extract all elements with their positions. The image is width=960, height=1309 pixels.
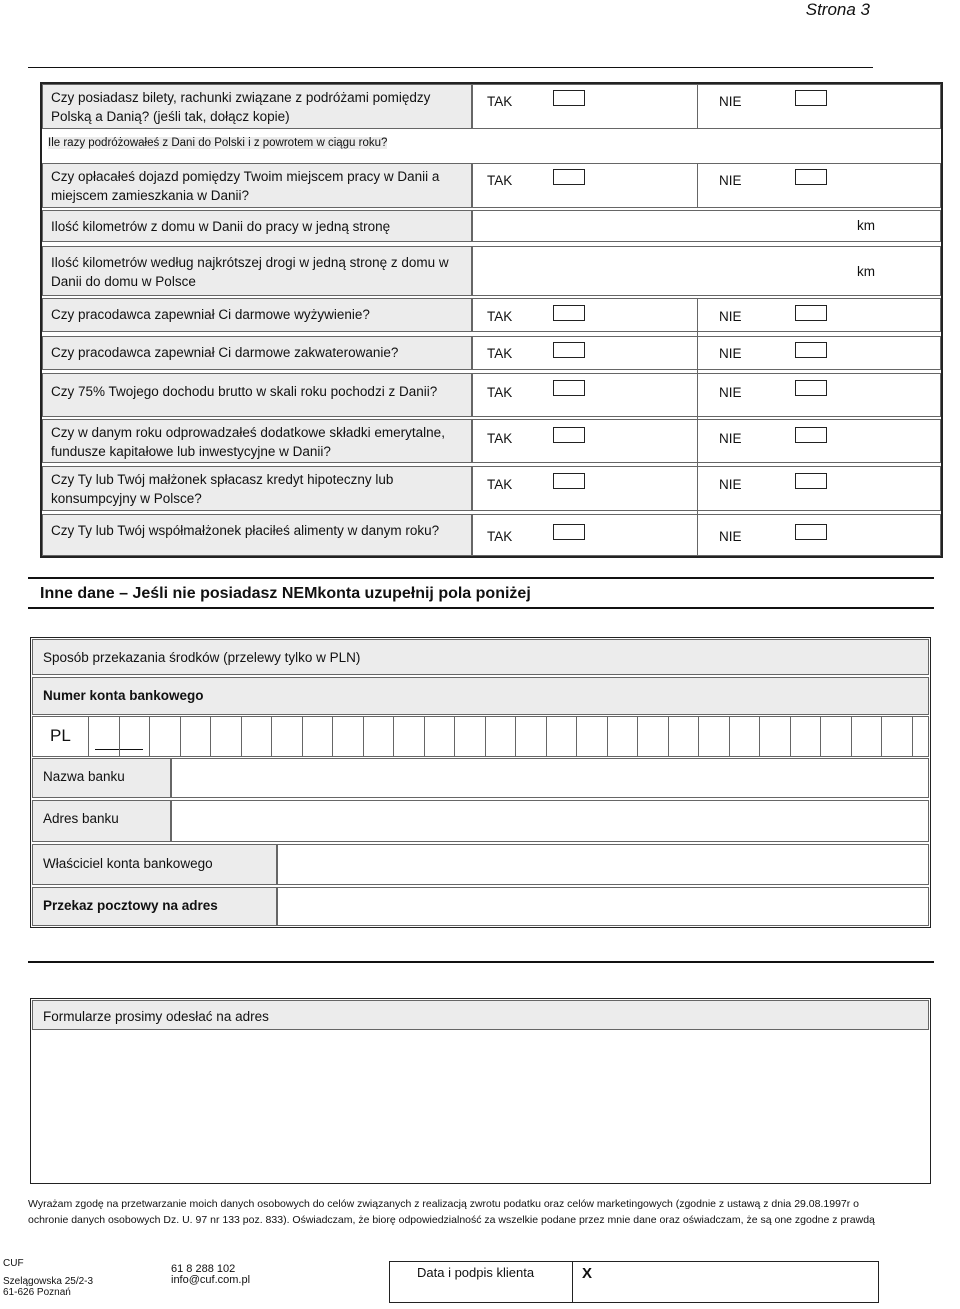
no-label: NIE [719,385,742,400]
no-label: NIE [719,94,742,109]
yes-label: TAK [487,431,513,446]
km-unit: km [857,218,875,233]
question-commute-paid: Czy opłacałeś dojazd pomiędzy Twoim miejscem pracy w Danii a miejscem zamieszkania w Danii? [42,163,472,208]
answer-cell [472,336,941,370]
account-digit-cell[interactable] [759,716,790,756]
question-km-home: Ilość kilometrów według najkrótszej drogi w jedną stronę z domu w Danii do domu w Polsce [42,246,472,296]
column-divider [697,298,698,556]
no-checkbox[interactable] [795,169,827,185]
top-rule [28,67,873,68]
country-prefix: PL [50,726,71,745]
company-email[interactable]: info@cuf.com.pl [171,1274,251,1286]
no-checkbox[interactable] [795,90,827,106]
section-title: Inne dane – Jeśli nie posiadasz NEMkonta uzupełnij pola poniżej [40,585,531,602]
return-address-label: Formularze prosimy odesłać na adres [32,1000,929,1030]
account-digit-cell[interactable] [790,716,821,756]
yes-label: TAK [487,309,513,324]
yes-checkbox[interactable] [553,342,585,358]
account-digit-cell[interactable] [332,716,363,756]
account-digit-cell[interactable] [820,716,851,756]
no-checkbox[interactable] [795,427,827,443]
yes-label: TAK [487,346,513,361]
account-digit-cell[interactable] [302,716,333,756]
answer-cell [472,419,941,463]
account-number-label: Numer konta bankowego [32,677,929,715]
consent-text: Wyrażam zgodę na przetwarzanie moich danych osobowych do celów związanych z realizacją zwrotu podatku oraz celów marketingowych (zgodnie z ustawą z dnia 29.08.1997r o ochronie danych osobowych Dz. U. 97 nr 133 poz. 833). Oświadczam, że biorę odpowiedzialność za wszelkie podane przez mnie dane oraz oświadczam, że są one zgodne z prawdą [28,1198,875,1226]
return-address-input[interactable] [32,1030,929,1182]
no-label: NIE [719,309,742,324]
km-unit: km [857,264,875,279]
answer-cell [472,84,941,129]
no-checkbox[interactable] [795,524,827,540]
company-name: CUF [3,1258,24,1269]
no-label: NIE [719,173,742,188]
answer-cell [472,514,941,556]
question-housing: Czy pracodawca zapewniał Ci darmowe zakwaterowanie? [42,336,472,370]
yes-checkbox[interactable] [553,90,585,106]
account-owner-input[interactable] [277,844,929,885]
account-digit-cell[interactable] [515,716,546,756]
signature-mark: X [582,1265,593,1282]
question-tickets: Czy posiadasz bilety, rachunki związane z podróżami pomiędzy Polską a Danią? (jeśli tak, dołącz kopie) [42,84,472,129]
answer-cell [472,298,941,332]
question-km-work: Ilość kilometrów z domu w Danii do pracy w jedną stronę [42,210,472,242]
company-street: Szelągowska 25/2-3 [3,1276,94,1287]
transfer-method-label: Sposób przekazania środków (przelewy tylko w PLN) [32,639,929,675]
account-digit-cell[interactable] [698,716,729,756]
return-section-rule [28,961,934,963]
bank-name-input[interactable] [171,758,929,798]
yes-checkbox[interactable] [553,380,585,396]
signature-divider [572,1262,573,1302]
no-checkbox[interactable] [795,342,827,358]
section-rule-top [28,577,934,579]
yes-label: TAK [487,477,513,492]
yes-checkbox[interactable] [553,524,585,540]
answer-cell [472,373,941,417]
yes-label: TAK [487,529,513,544]
account-owner-label: Właściciel konta bankowego [32,844,277,885]
answer-cell [472,466,941,511]
account-digit-cell[interactable] [729,716,760,756]
yes-checkbox[interactable] [553,473,585,489]
bank-name-label: Nazwa banku [32,758,171,798]
account-digit-cell[interactable] [454,716,485,756]
yes-label: TAK [487,385,513,400]
signature-label: Data i podpis klienta [417,1265,535,1280]
account-digit-cell[interactable] [881,716,912,756]
account-digit-cell[interactable] [271,716,302,756]
account-digit-cell[interactable] [912,716,943,756]
question-alimony: Czy Ty lub Twój współmałżonek płaciłeś alimenty w danym roku? [42,514,472,556]
company-phone: 61 8 288 102 [171,1263,236,1275]
company-city: 61-626 Poznań [3,1287,71,1298]
account-digit-cell[interactable] [88,716,119,756]
yes-checkbox[interactable] [553,169,585,185]
section-rule-bottom [28,607,934,609]
account-digit-cell[interactable] [393,716,424,756]
no-checkbox[interactable] [795,473,827,489]
postal-order-label: Przekaz pocztowy na adres [32,887,277,926]
bank-address-input[interactable] [171,800,929,842]
no-label: NIE [719,529,742,544]
account-digit-cell[interactable] [485,716,516,756]
column-divider [697,163,698,208]
bank-address-label: Adres banku [32,800,171,842]
account-digit-cell[interactable] [119,716,150,756]
yes-checkbox[interactable] [553,305,585,321]
signature-input[interactable] [574,1263,877,1301]
answer-cell [472,163,941,208]
no-checkbox[interactable] [795,305,827,321]
account-digit-cell[interactable] [637,716,668,756]
account-digit-cell[interactable] [149,716,180,756]
postal-order-input[interactable] [277,887,929,926]
no-checkbox[interactable] [795,380,827,396]
account-digit-cell[interactable] [180,716,211,756]
account-digit-cell[interactable] [607,716,638,756]
yes-label: TAK [487,173,513,188]
column-divider [697,84,698,129]
question-trips-note: Ile razy podróżowałeś z Dani do Polski i z powrotem w ciągu roku? [48,137,388,149]
account-digit-cell[interactable] [363,716,394,756]
question-pension: Czy w danym roku odprowadzałeś dodatkowe składki emerytalne, fundusze kapitałowe lub inwestycyjne w Danii? [42,419,472,463]
question-mortgage: Czy Ty lub Twój małżonek spłacasz kredyt hipoteczny lub konsumpcyjny w Polsce? [42,466,472,511]
account-digit-cell[interactable] [241,716,272,756]
account-digit-cell[interactable] [576,716,607,756]
no-label: NIE [719,346,742,361]
account-digit-cell[interactable] [851,716,882,756]
question-income-75: Czy 75% Twojego dochodu brutto w skali roku pochodzi z Danii? [42,373,472,417]
page-number: Strona 3 [805,0,870,19]
no-label: NIE [719,431,742,446]
yes-label: TAK [487,94,513,109]
question-meals: Czy pracodawca zapewniał Ci darmowe wyżywienie? [42,298,472,332]
no-label: NIE [719,477,742,492]
account-digit-cell[interactable] [210,716,241,756]
account-digit-cell[interactable] [668,716,699,756]
account-digit-cell[interactable] [546,716,577,756]
yes-checkbox[interactable] [553,427,585,443]
account-digit-cell[interactable] [424,716,455,756]
